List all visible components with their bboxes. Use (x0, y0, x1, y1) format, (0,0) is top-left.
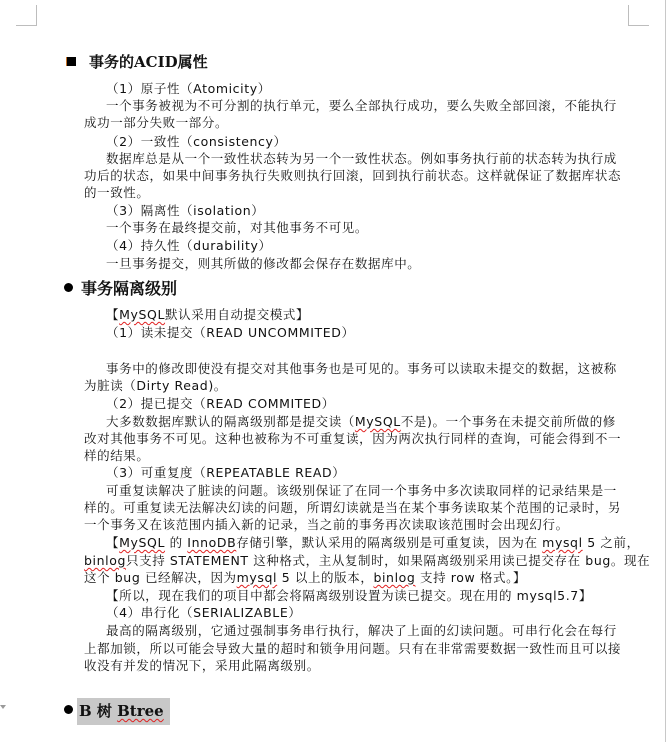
innodb-note-line3[interactable] (84, 569, 526, 586)
isolation-body-line1[interactable]: 一个事务在最终提交前，对其他事务不可见。 (106, 220, 369, 235)
heading-acid-text: 事务的ACID属性 (89, 53, 208, 71)
consistency-body-line1[interactable]: 数据库总是从一个一致性状态转为另一个一致性状态。例如事务执行前的状态转为执行成 (106, 151, 617, 166)
read-committed-body-line2[interactable]: 改对其他事务不可见。这种也被称为不可重复读，因为两次执行同样的查询，可能会得到不一 (84, 431, 622, 446)
heading-acid[interactable] (66, 52, 208, 72)
text-segment: 大多数数据库默认的隔离级别都是提交读（ (106, 414, 355, 429)
heading-btree-highlight (77, 698, 170, 725)
text-segment: 这个 bug 已经解决，因为 (84, 570, 237, 585)
innodb-note-line2[interactable] (84, 552, 650, 569)
atomicity-body-line1[interactable]: 一个事务被视为不可分割的执行单元，要么全部执行成功，要么失败全部回滚，不能执行 (106, 98, 617, 113)
durability-label[interactable]: （4）持久性（durability） (106, 238, 272, 253)
repeatable-read-label[interactable]: （3）可重复度（REPEATABLE READ） (106, 465, 346, 480)
isolation-label[interactable]: （3）隔离性（isolation） (106, 203, 265, 218)
mysql-autocommit-note[interactable] (106, 306, 309, 323)
spellcheck-word: MySQL (119, 307, 166, 322)
heading-btree-text: B 树 (79, 702, 118, 720)
serializable-body-line3[interactable]: 收没有并发的情况下，采用此隔离级别。 (84, 658, 320, 673)
square-bullet-icon (66, 57, 76, 66)
innodb-note-line1[interactable] (106, 534, 640, 551)
read-uncommitted-label[interactable]: （1）读未提交（READ UNCOMMITED） (106, 325, 355, 340)
spellcheck-word: MySQL (119, 535, 166, 550)
text-segment: 的 (169, 535, 183, 550)
read-committed-body-line1[interactable] (106, 413, 616, 430)
text-segment: 存储引擎，默认采用的隔离级别是可重复读，因为在 (236, 535, 538, 550)
serializable-label[interactable]: （4）串行化（SERIALIZABLE） (106, 605, 302, 620)
text-segment: 不是)。一个事务在未提交前所做的修 (400, 414, 616, 429)
heading-isolation-levels[interactable] (64, 279, 177, 299)
spellcheck-word: binlog (84, 553, 126, 568)
repeatable-read-body-line1[interactable]: 可重复读解决了脏读的问题。该级别保证了在同一个事务中多次读取同样的记录结果是一 (106, 483, 617, 498)
repeatable-read-body-line3[interactable]: 一个事务又在该范围内插入新的记录，当之前的事务再次读取该范围时会出现幻行。 (84, 517, 569, 532)
spellcheck-word: MySQL (354, 414, 401, 429)
round-bullet-icon (64, 283, 73, 292)
atomicity-label[interactable]: （1）原子性（Atomicity） (106, 81, 271, 96)
read-committed-label[interactable]: （2）提已提交（READ COMMITED） (106, 396, 335, 411)
spellcheck-word: Btree (117, 702, 164, 720)
text-segment: 支持 row 格式。】 (420, 570, 527, 585)
bracket-open: 【 (106, 535, 120, 550)
margin-corner-top-left (16, 5, 37, 26)
margin-corner-top-right (628, 5, 649, 26)
heading-btree[interactable] (64, 698, 170, 725)
read-uncommitted-body-line2[interactable]: 为脏读（Dirty Read)。 (84, 378, 227, 393)
note-text: 默认采用自动提交模式】 (165, 307, 310, 322)
project-setting-note[interactable]: 【所以，现在我们的项目中都会将隔离级别设置为读已提交。现在用的 mysql5.7】 (106, 588, 592, 603)
margin-marker-icon (0, 705, 6, 709)
spellcheck-word: mysql (542, 535, 583, 550)
read-uncommitted-body-line1[interactable]: 事务中的修改即使没有提交对其他事务也是可见的。事务可以读取未提交的数据，这被称 (106, 361, 617, 376)
consistency-label[interactable]: （2）一致性（consistency） (106, 134, 287, 149)
serializable-body-line2[interactable]: 上都加锁，所以可能会导致大量的超时和锁争用问题。只有在非常需要数据一致性而且可以接 (84, 641, 622, 656)
spellcheck-word: InnoDB (187, 535, 237, 550)
heading-isolation-levels-text: 事务隔离级别 (81, 279, 178, 298)
read-committed-body-line3[interactable]: 样的结果。 (84, 448, 150, 463)
spellcheck-word: binlog (373, 570, 416, 585)
text-segment: 5 之前， (587, 535, 640, 550)
round-bullet-icon (64, 705, 73, 714)
durability-body-line1[interactable]: 一旦事务提交，则其所做的修改都会保存在数据库中。 (106, 256, 421, 271)
spellcheck-word: mysql (236, 570, 278, 585)
repeatable-read-body-line2[interactable]: 样的。可重复读无法解决幻读的问题，所谓幻读就是当在某个事务读取某个范围的记录时，另 (84, 500, 622, 515)
consistency-body-line2[interactable]: 功后的状态，如果中间事务执行失败则执行回滚，回到执行前状态。这样就保证了数据库状态 (84, 168, 622, 183)
text-segment: 只支持 STATEMENT 这种格式，主从复制时，如果隔离级别采用读已提交存在 bug。现在 (126, 553, 651, 568)
text-segment: 5 以上的版本， (281, 570, 374, 585)
bracket-open: 【 (106, 307, 120, 322)
page-right-edge (665, 0, 666, 742)
consistency-body-line3[interactable]: 的一致性。 (84, 185, 150, 200)
serializable-body-line1[interactable]: 最高的隔离级别，它通过强制事务串行执行，解决了上面的幻读问题。可串行化会在每行 (106, 623, 617, 638)
atomicity-body-line2[interactable]: 成功一部分失败一部分。 (84, 115, 229, 130)
